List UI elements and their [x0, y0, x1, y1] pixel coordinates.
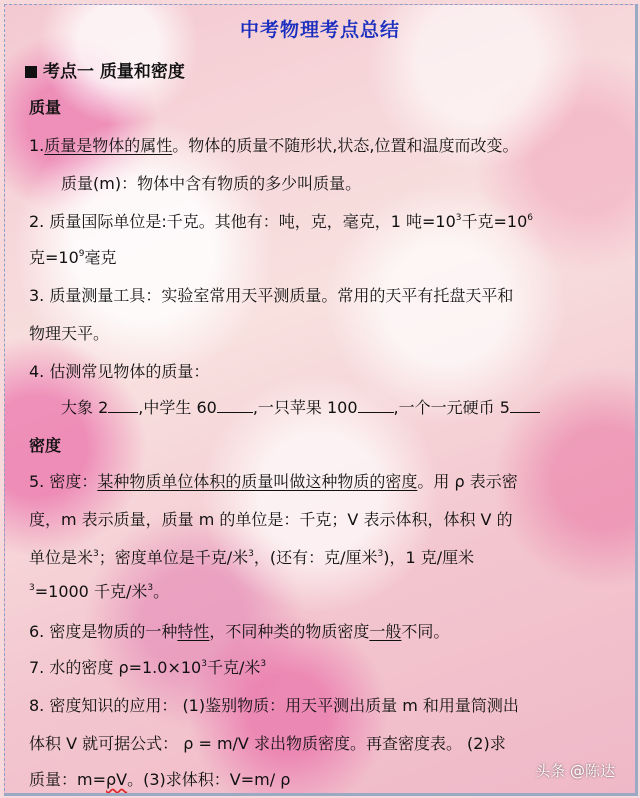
item-6: 6. 密度是物质的一种特性，不同种类的物质密度一般不同。: [29, 622, 450, 641]
answer-blank[interactable]: [358, 398, 394, 413]
section-heading: 考点一 质量和密度: [25, 57, 185, 82]
item-5-line4: $^3$=1000 千克/米$^3$。: [29, 582, 170, 601]
item-8-line2: 体积 V 就可据公式： ρ = m/V 求出物质密度。再查密度表。 (2)求: [29, 734, 506, 753]
mass-heading: 质量: [29, 98, 62, 117]
item-5: 5. 密度：某种物质单位体积的质量叫做这种物质的密度。用 ρ 表示密: [29, 472, 518, 491]
item-1: 1.质量是物体的属性。物体的质量不随形状,状态,位置和温度而改变。: [29, 136, 519, 155]
square-bullet-icon: [25, 66, 37, 78]
item-3-continued: 物理天平。: [29, 324, 110, 343]
item-3: 3. 质量测量工具：实验室常用天平测质量。常用的天平有托盘天平和: [29, 286, 514, 305]
item-4: 4. 估测常见物体的质量：: [29, 362, 210, 381]
item-5-line2: 度，m 表示质量，质量 m 的单位是：千克；V 表示体积，体积 V 的: [29, 510, 513, 529]
item-5-line3: 单位是米$^3$；密度单位是千克/米$^3$，(还有：克/厘米$^3$)，1 克/厘米: [29, 548, 475, 567]
item-2-continued: 克$=10^9$毫克: [29, 248, 117, 267]
item-8-line3: 质量：m=ρV。(3)求体积：V=m/ ρ: [29, 770, 291, 789]
answer-blank[interactable]: [108, 398, 138, 413]
item-8: 8. 密度知识的应用： (1)鉴别物质：用天平测出质量 m 和用量筒测出: [29, 696, 519, 715]
density-heading: 密度: [29, 436, 62, 455]
answer-blank[interactable]: [217, 398, 253, 413]
item-1-definition: 质量(m)：物体中含有物质的多少叫质量。: [61, 174, 362, 193]
item-7: 7. 水的密度 $\rho=1.0\times 10^3$千克/米$^3$: [29, 658, 267, 677]
document-frame: [4, 4, 638, 796]
item-2: 2. 质量国际单位是:千克。其他有：吨，克，毫克，1 吨$=10^3$千克$=10^6$: [29, 212, 534, 231]
item-4-examples: 大象 2 ,中学生 60 ,一只苹果 100 ,一个一元硬币 5: [61, 395, 540, 418]
page-title: 中考物理考点总结: [239, 19, 400, 41]
answer-blank[interactable]: [510, 398, 540, 413]
watermark: 头条 @陈达: [535, 762, 615, 780]
